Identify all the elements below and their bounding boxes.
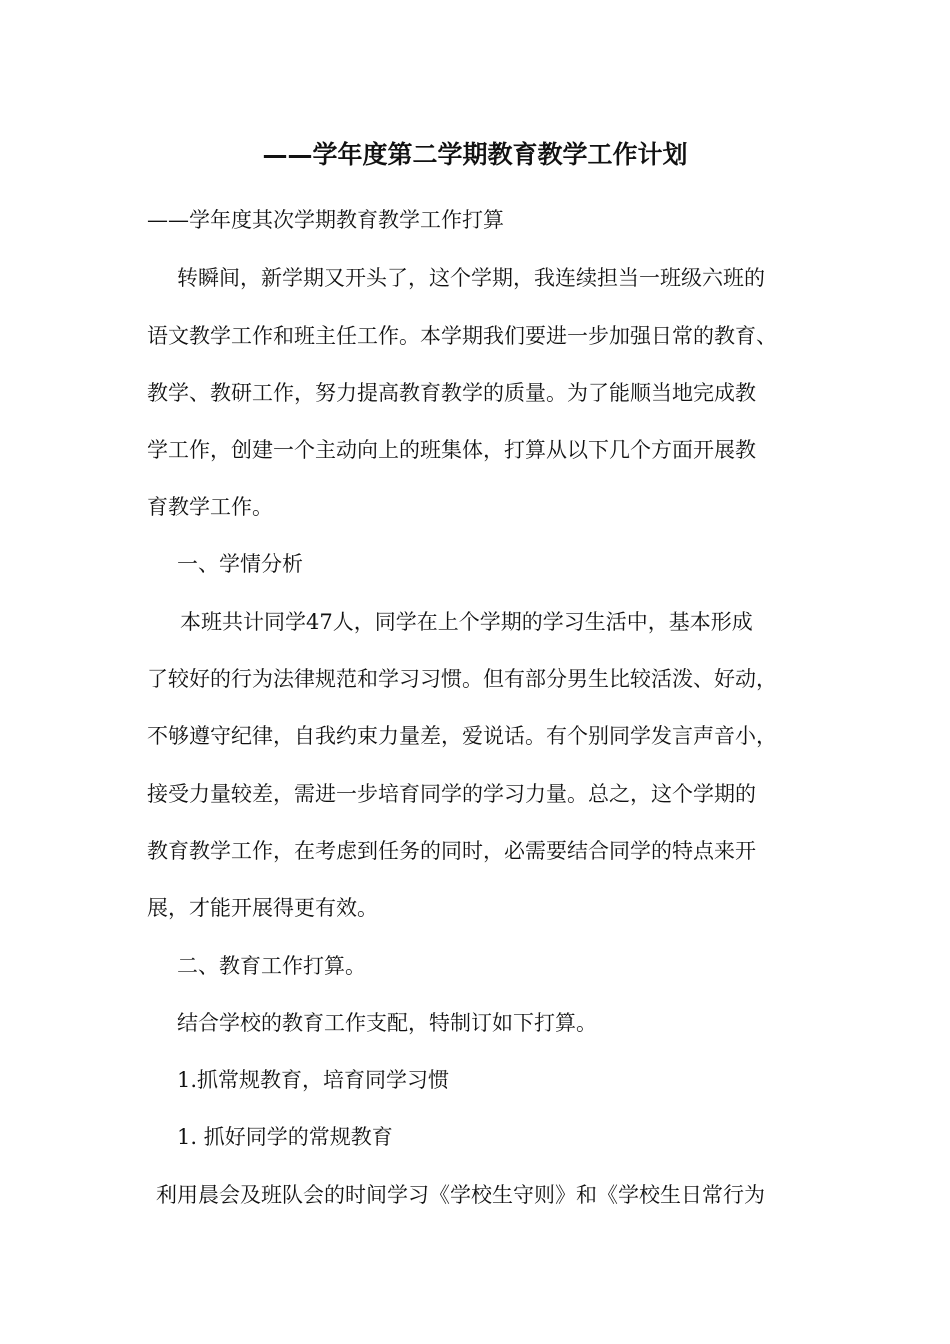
- paragraph-line: 了较好的行为法律规范和学习习惯。但有部分男生比较活泼、好动，: [147, 667, 777, 691]
- paragraph-line: 本班共计同学47人，同学在上个学期的学习生活中，基本形成: [180, 610, 753, 634]
- paragraph-line: 不够遵守纪律，自我约束力量差，爱说话。有个别同学发言声音小，: [147, 724, 777, 748]
- paragraph-line: 教学、教研工作，努力提高教育教学的质量。为了能顺当地完成教: [147, 381, 756, 405]
- document-subtitle: ——学年度其次学期教育教学工作打算: [147, 208, 504, 232]
- document-title: ——学年度第二学期教育教学工作计划: [262, 140, 688, 169]
- paragraph-line: 利用晨会及班队会的时间学习《学校生守则》和《学校生日常行为: [156, 1183, 765, 1207]
- paragraph-line: 学工作，创建一个主动向上的班集体，打算从以下几个方面开展教: [147, 438, 756, 462]
- paragraph-line: 育教学工作。: [147, 495, 273, 519]
- paragraph-line: 接受力量较差，需进一步培育同学的学习力量。总之，这个学期的: [147, 782, 756, 806]
- section-heading: 二、教育工作打算。: [177, 954, 366, 978]
- section-heading: 一、学情分析: [177, 552, 303, 576]
- paragraph-line: 语文教学工作和班主任工作。本学期我们要进一步加强日常的教育、: [147, 324, 777, 348]
- paragraph-line: 展，才能开展得更有效。: [147, 896, 378, 920]
- paragraph-line: 结合学校的教育工作支配，特制订如下打算。: [177, 1011, 597, 1035]
- subsection-heading: 1.抓常规教育，培育同学习惯: [177, 1068, 450, 1092]
- subsection-heading: 1. 抓好同学的常规教育: [177, 1125, 393, 1149]
- paragraph-line: 教育教学工作，在考虑到任务的同时，必需要结合同学的特点来开: [147, 839, 756, 863]
- paragraph-line: 转瞬间，新学期又开头了，这个学期，我连续担当一班级六班的: [177, 266, 765, 290]
